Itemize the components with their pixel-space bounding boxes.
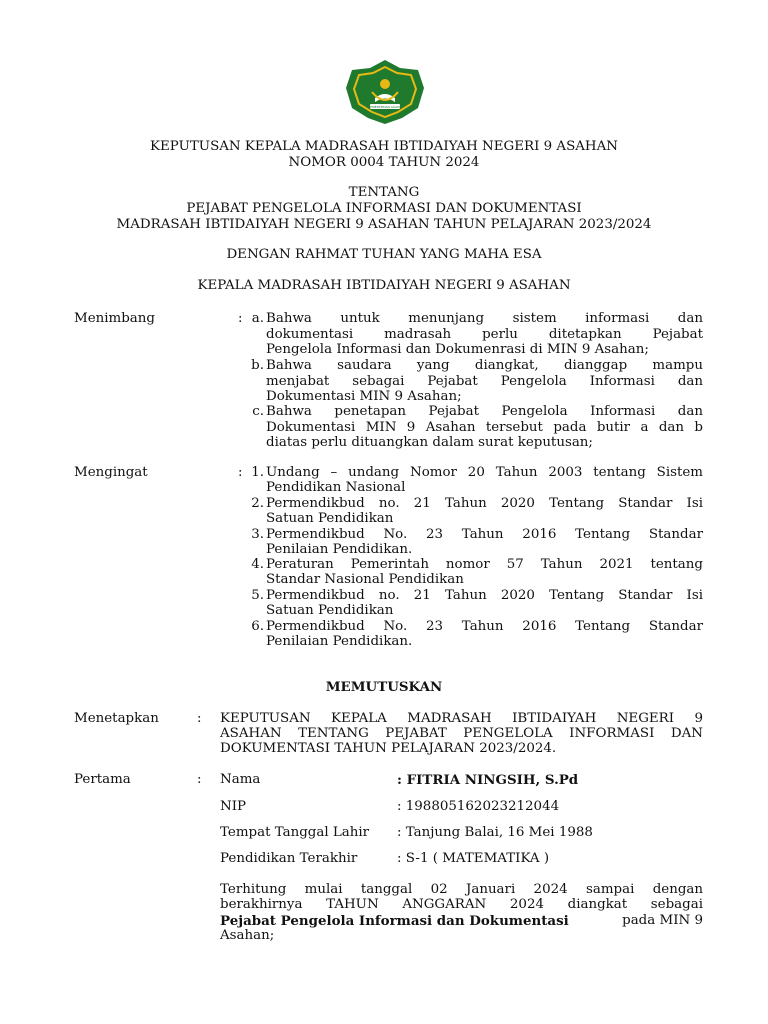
- menimbang-c-line-1: Bahwa penetapan Pejabat Pengelola Informasi dan: [266, 404, 703, 419]
- pertama-colon: :: [197, 772, 202, 787]
- menimbang-b-line-1: Bahwa saudara yang diangkat, dianggap mampu: [266, 358, 703, 373]
- mengingat-marker-6: 6.: [251, 619, 264, 634]
- mengingat-3-line-1: Permendikbud No. 23 Tahun 2016 Tentang Standar: [266, 527, 703, 542]
- mengingat-6-line-1: Permendikbud No. 23 Tahun 2016 Tentang Standar: [266, 619, 703, 634]
- pertama-para-line-1: Terhitung mulai tanggal 02 Januari 2024 sampai dengan: [220, 882, 703, 897]
- mengingat-marker-3: 3.: [251, 527, 264, 542]
- menimbang-marker-c: c.: [252, 404, 264, 419]
- menetapkan-line-3: DOKUMENTASI TAHUN PELAJARAN 2023/2024.: [220, 741, 557, 756]
- mengingat-5-line-1: Permendikbud no. 21 Tahun 2020 Tentang Standar Isi: [266, 588, 703, 603]
- menimbang-a-line-2: dokumentasi madrasah perlu ditetapkan Pejabat: [266, 327, 703, 342]
- field-key-pendidikan: Pendidikan Terakhir: [220, 851, 358, 866]
- field-key-nama: Nama: [220, 772, 261, 787]
- rahmat-line: DENGAN RAHMAT TUHAN YANG MAHA ESA: [226, 247, 542, 262]
- mengingat-marker-4: 4.: [251, 557, 264, 572]
- mengingat-colon: :: [238, 465, 243, 480]
- menimbang-b-line-2: menjabat sebagai Pejabat Pengelola Informasi dan: [266, 374, 703, 389]
- pertama-label: Pertama: [74, 772, 131, 787]
- subject-line-1: PEJABAT PENGELOLA INFORMASI DAN DOKUMENTASI: [186, 201, 582, 216]
- field-value-nama: : FITRIA NINGSIH, S.Pd: [397, 772, 579, 788]
- field-value-pendidikan: : S-1 ( MATEMATIKA ): [397, 851, 550, 866]
- decree-title: KEPUTUSAN KEPALA MADRASAH IBTIDAIYAH NEGERI 9 ASAHAN: [150, 139, 618, 154]
- field-value-nip: : 198805162023212044: [397, 799, 560, 814]
- pertama-para-line-2: berakhirnya TAHUN ANGGARAN 2024 diangkat sebagai: [220, 897, 703, 912]
- menetapkan-line-1: KEPUTUSAN KEPALA MADRASAH IBTIDAIYAH NEGERI 9: [220, 711, 703, 726]
- mengingat-2-line-1: Permendikbud no. 21 Tahun 2020 Tentang Standar Isi: [266, 496, 703, 511]
- mengingat-6-line-2: Penilaian Pendidikan.: [266, 634, 413, 649]
- pertama-para-line-4: Asahan;: [220, 928, 275, 943]
- pertama-para-line-3: [220, 913, 703, 929]
- menimbang-b-line-3: Dokumentasi MIN 9 Asahan;: [266, 389, 462, 404]
- jabatan-title: Pejabat Pengelola Informasi dan Dokumentasi: [220, 913, 569, 929]
- tentang-heading: TENTANG: [348, 185, 420, 200]
- decree-number: NOMOR 0004 TAHUN 2024: [288, 155, 480, 170]
- menimbang-label: Menimbang: [74, 311, 155, 326]
- mengingat-marker-2: 2.: [251, 496, 264, 511]
- field-value-ttl: : Tanjung Balai, 16 Mei 1988: [397, 825, 593, 840]
- mengingat-2-line-2: Satuan Pendidikan: [266, 511, 394, 526]
- menimbang-c-line-3: diatas perlu dituangkan dalam surat keputusan;: [266, 435, 593, 450]
- mengingat-1-line-1: Undang – undang Nomor 20 Tahun 2003 tentang Sistem: [266, 465, 703, 480]
- mengingat-marker-1: 1.: [251, 465, 264, 480]
- memutuskan-heading: MEMUTUSKAN: [325, 679, 443, 695]
- subject-line-2: MADRASAH IBTIDAIYAH NEGERI 9 ASAHAN TAHUN PELAJARAN 2023/2024: [116, 217, 652, 232]
- mengingat-marker-5: 5.: [251, 588, 264, 603]
- menetapkan-label: Menetapkan: [74, 711, 159, 726]
- menimbang-a-line-3: Pengelola Informasi dan Dokumenrasi di MIN 9 Asahan;: [266, 342, 649, 357]
- menimbang-c-line-2: Dokumentasi MIN 9 Asahan tersebut pada butir a dan b: [266, 420, 703, 435]
- field-key-nip: NIP: [220, 799, 247, 814]
- kemenag-logo: [342, 58, 428, 126]
- mengingat-4-line-2: Standar Nasional Pendidikan: [266, 572, 464, 587]
- mengingat-3-line-2: Penilaian Pendidikan.: [266, 542, 413, 557]
- menetapkan-colon: :: [197, 711, 202, 726]
- menimbang-marker-a: a.: [251, 311, 264, 326]
- jabatan-location: pada MIN 9: [622, 913, 703, 928]
- menimbang-marker-b: b.: [251, 358, 264, 373]
- kepala-line: KEPALA MADRASAH IBTIDAIYAH NEGERI 9 ASAHAN: [197, 278, 571, 293]
- menimbang-colon: :: [238, 311, 243, 326]
- field-key-ttl: Tempat Tanggal Lahir: [220, 825, 370, 840]
- mengingat-label: Mengingat: [74, 465, 148, 480]
- mengingat-1-line-2: Pendidikan Nasional: [266, 480, 406, 495]
- menetapkan-line-2: ASAHAN TENTANG PEJABAT PENGELOLA INFORMASI DAN: [220, 726, 703, 741]
- menimbang-a-line-1: Bahwa untuk menunjang sistem informasi dan: [266, 311, 703, 326]
- svg-text:KEMENTERIAN AGAMA: KEMENTERIAN AGAMA: [368, 105, 402, 109]
- mengingat-4-line-1: Peraturan Pemerintah nomor 57 Tahun 2021 tentang: [266, 557, 703, 572]
- mengingat-5-line-2: Satuan Pendidikan: [266, 603, 394, 618]
